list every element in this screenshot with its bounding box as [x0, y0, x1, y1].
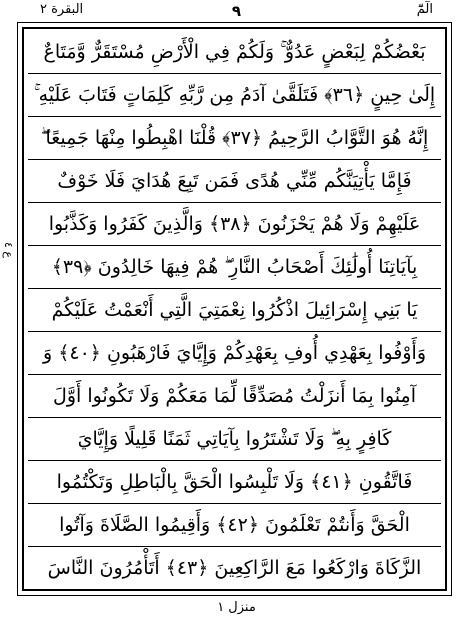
text-line: الْحَقَّ وَأَنتُمْ تَعْلَمُونَ ﴿٤٢﴾ وَأَقِيمُوا الصَّلَاةَ وَآتُوا: [28, 504, 441, 547]
text-lines: [28, 31, 441, 589]
page-header: [0, 0, 473, 22]
juz-name: الٓمّٓ: [416, 2, 433, 17]
text-line: إِنَّهُ هُوَ التَّوَّابُ الرَّحِيمُ ﴿٣٧﴾ قُلْنَا اهْبِطُوا مِنْهَا جَمِيعًا ۖ: [28, 117, 441, 160]
text-line: آمِنُوا بِمَا أَنزَلْتُ مُصَدِّقًا لِّمَا مَعَكُمْ وَلَا تَكُونُوا أَوَّلَ: [28, 375, 441, 418]
text-line: كَافِرٍ بِهِ ۖ وَلَا تَشْتَرُوا بِآيَاتِي ثَمَنًا قَلِيلًا وَإِيَّايَ: [28, 418, 441, 461]
page-frame: [17, 22, 452, 596]
page-number: ٩: [231, 2, 242, 20]
text-line: الزَّكَاةَ وَارْكَعُوا مَعَ الرَّاكِعِينَ ﴿٤٣﴾ أَتَأْمُرُونَ النَّاسَ: [47, 557, 422, 579]
text-line: فَاتَّقُونِ ﴿٤١﴾ وَلَا تَلْبِسُوا الْحَقَّ بِالْبَاطِلِ وَتَكْتُمُوا: [28, 461, 441, 504]
text-line: بَعْضُكُمْ لِبَعْضٍ عَدُوٌّ ۚ وَلَكُمْ فِي الْأَرْضِ مُسْتَقَرٌّ وَّمَتَاعٌ: [28, 31, 441, 74]
manzil-label: منزل ١: [217, 600, 256, 615]
text-line: يَا بَنِي إِسْرَائِيلَ اذْكُرُوا نِعْمَتِيَ الَّتِي أَنْعَمْتُ عَلَيْكُمْ: [28, 289, 441, 332]
text-line: عَلَيْهِمْ وَلَا هُمْ يَحْزَنُونَ ﴿٣٨﴾ وَالَّذِينَ كَفَرُوا وَكَذَّبُوا: [28, 203, 441, 246]
text-line: فَإِمَّا يَأْتِيَنَّكُم مِّنِّي هُدًى فَمَن تَبِعَ هُدَايَ فَلَا خَوْفٌ: [28, 160, 441, 203]
ruku-marker: ع ٤: [2, 242, 15, 258]
text-line: إِلَىٰ حِينٍ ﴿٣٦﴾ فَتَلَقَّىٰ آدَمُ مِن رَّبِّهِ كَلِمَاتٍ فَتَابَ عَلَيْهِ ۚ: [28, 74, 441, 117]
text-line: وَأَوْفُوا بِعَهْدِي أُوفِ بِعَهْدِكُمْ وَإِيَّايَ فَارْهَبُونِ ﴿٤٠﴾ وَ: [28, 332, 441, 375]
text-line: بِآيَاتِنَا أُولَٰئِكَ أَصْحَابُ النَّارِ ۖ هُمْ فِيهَا خَالِدُونَ ﴿٣٩﴾: [28, 246, 441, 289]
surah-name: البقرة ٢: [40, 2, 84, 17]
